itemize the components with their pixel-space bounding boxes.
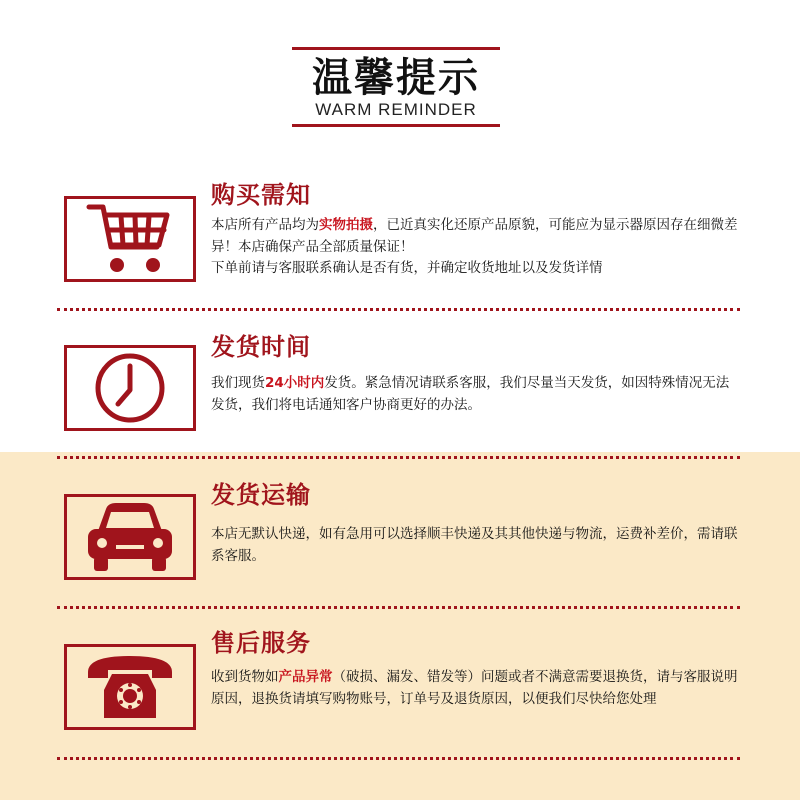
page-subtitle: WARM REMINDER (315, 100, 477, 119)
body-text: 发货。紧急情况请联系客服，我们尽量当天发货，如因特殊情况无法发货，我们将电话通知客户协商更好的办法。 (211, 375, 730, 413)
highlight-text: 实物拍摄 (319, 217, 373, 233)
section-body: 本店无默认快递，如有急用可以选择顺丰快递及其其他快递与物流，运费补差价，需请联系客服。 (211, 526, 738, 564)
highlight-text: 产品异常 (278, 669, 333, 685)
car-icon (82, 499, 178, 575)
dotted-divider (57, 606, 740, 609)
clock-icon-box (64, 345, 196, 431)
clock-icon (92, 350, 168, 426)
dotted-divider (57, 757, 740, 760)
highlight-text: 24小时内 (265, 375, 325, 391)
section-body (211, 215, 739, 280)
body-text: ，已近真实化还原产品原貌，可能应为显示器原因存在细微差异！本店确保产品全部质量保证！ (211, 217, 738, 255)
body-text: 收到货物如 (211, 669, 279, 685)
section-body (211, 667, 739, 710)
section-body (211, 373, 739, 416)
dotted-divider (57, 456, 740, 459)
dotted-divider (57, 308, 740, 311)
body-text: 我们现货 (211, 375, 265, 391)
shopping-cart-icon (85, 201, 175, 277)
header (292, 47, 500, 127)
section-title: 购买需知 (211, 181, 311, 209)
body-text: 下单前请与客服联系确认是否有货，并确定收货地址以及发货详情 (211, 260, 603, 276)
section-title: 发货时间 (211, 333, 311, 361)
car-icon-box (64, 494, 196, 580)
header-bottom-rule (292, 124, 500, 127)
shopping-cart-icon-box (64, 196, 196, 282)
telephone-icon (82, 650, 178, 724)
body-text: （破损、漏发、错发等）问题或者不满意需要退换货，请与客服说明原因，退换货请填写购物账号，订单号及退货原因，以便我们尽快给您处理 (211, 669, 738, 707)
telephone-icon-box (64, 644, 196, 730)
page-title: 温馨提示 (312, 55, 480, 101)
header-top-rule (292, 47, 500, 50)
body-text: 本店所有产品均为 (211, 217, 319, 233)
section-title: 售后服务 (211, 629, 311, 657)
section-title: 发货运输 (211, 481, 311, 509)
